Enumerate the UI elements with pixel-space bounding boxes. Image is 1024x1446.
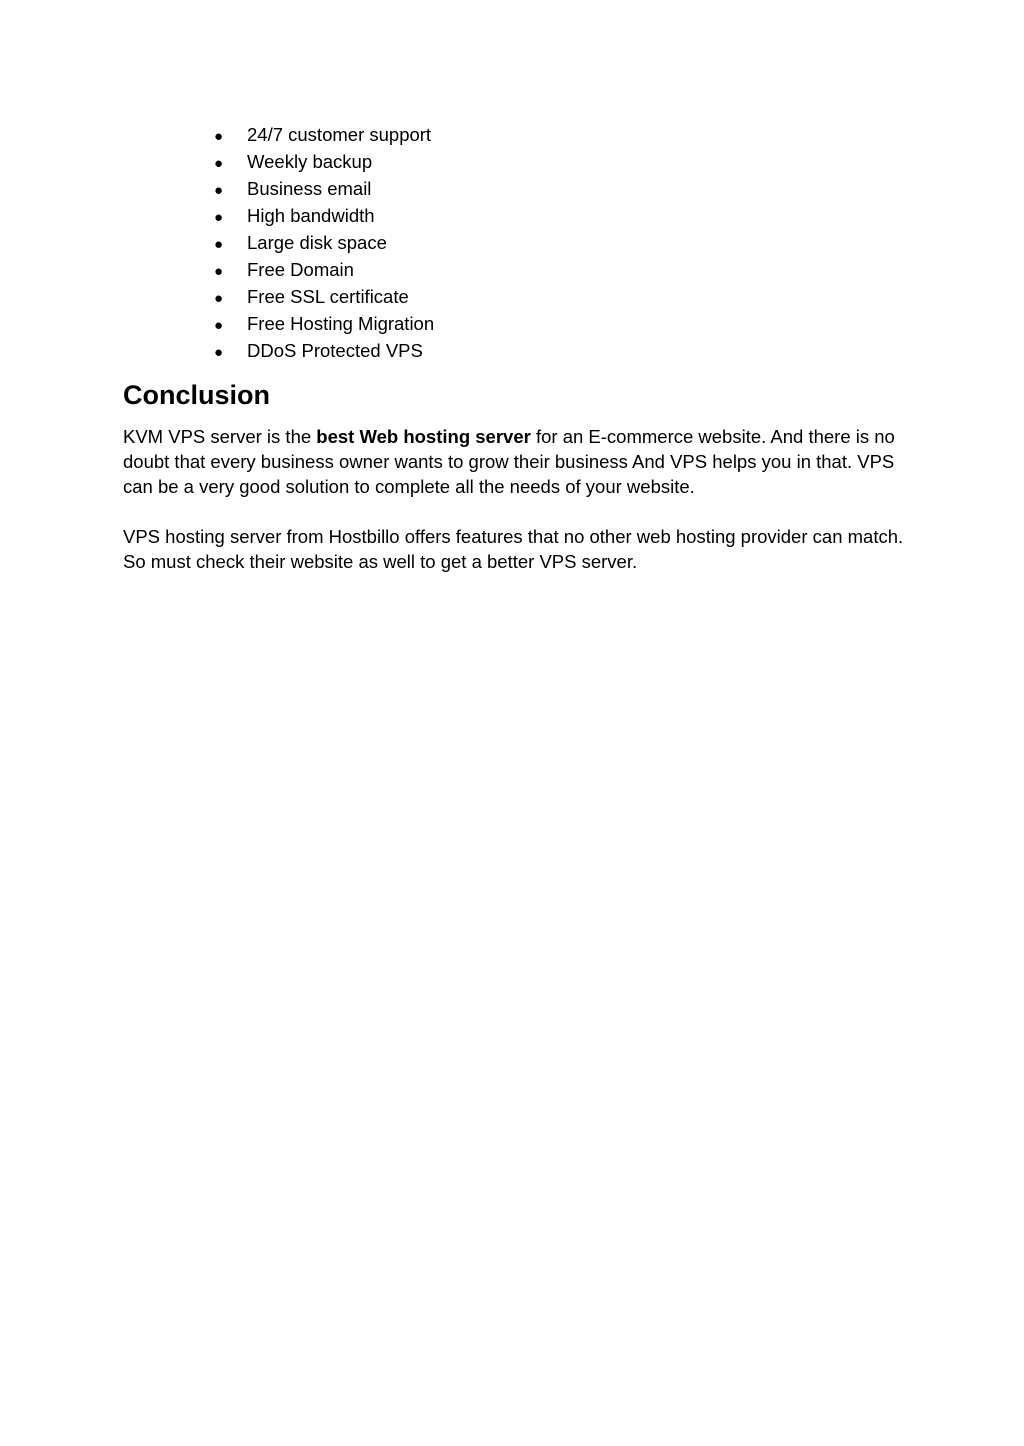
bullet-icon: ● (214, 263, 224, 280)
list-item-text: Weekly backup (247, 151, 373, 172)
list-item-text: Free SSL certificate (247, 286, 409, 307)
list-item-text: Free Domain (247, 259, 354, 280)
list-item (214, 257, 434, 284)
paragraph-text: for an E-commerce website. And there is no doubt that every business owner wants to grow their business And VPS helps you in that. VPS can be a very good solution to complete all the needs of your website. (123, 426, 895, 497)
list-item-text: DDoS Protected VPS (247, 340, 423, 361)
bullet-icon: ● (214, 236, 224, 253)
list-item-text: 24/7 customer support (247, 124, 432, 145)
list-item (214, 311, 434, 338)
list-item-text: Free Hosting Migration (247, 313, 435, 334)
bullet-icon: ● (214, 317, 224, 334)
bullet-icon: ● (214, 209, 224, 226)
list-item-text: High bandwidth (247, 205, 375, 226)
paragraph-bold-text: best Web hosting server (316, 426, 531, 447)
list-item (214, 230, 434, 257)
list-item (214, 149, 434, 176)
list-item-text: Large disk space (247, 232, 387, 253)
list-item (214, 338, 434, 365)
bullet-icon: ● (214, 290, 224, 307)
conclusion-paragraph-2: VPS hosting server from Hostbillo offers features that no other web hosting provider can match. So must check their website as well to get a better VPS server. (123, 526, 904, 572)
conclusion-paragraph-1 (123, 424, 913, 499)
bullet-icon: ● (214, 344, 224, 361)
feature-list (214, 122, 434, 365)
list-item (214, 284, 434, 311)
bullet-icon: ● (214, 155, 224, 172)
bullet-icon: ● (214, 128, 224, 145)
list-item-text: Business email (247, 178, 372, 199)
list-item (214, 122, 434, 149)
section-heading-conclusion: Conclusion (123, 380, 270, 410)
list-item (214, 176, 434, 203)
list-item (214, 203, 434, 230)
bullet-icon: ● (214, 182, 224, 199)
paragraph-text: KVM VPS server is the (123, 426, 317, 447)
